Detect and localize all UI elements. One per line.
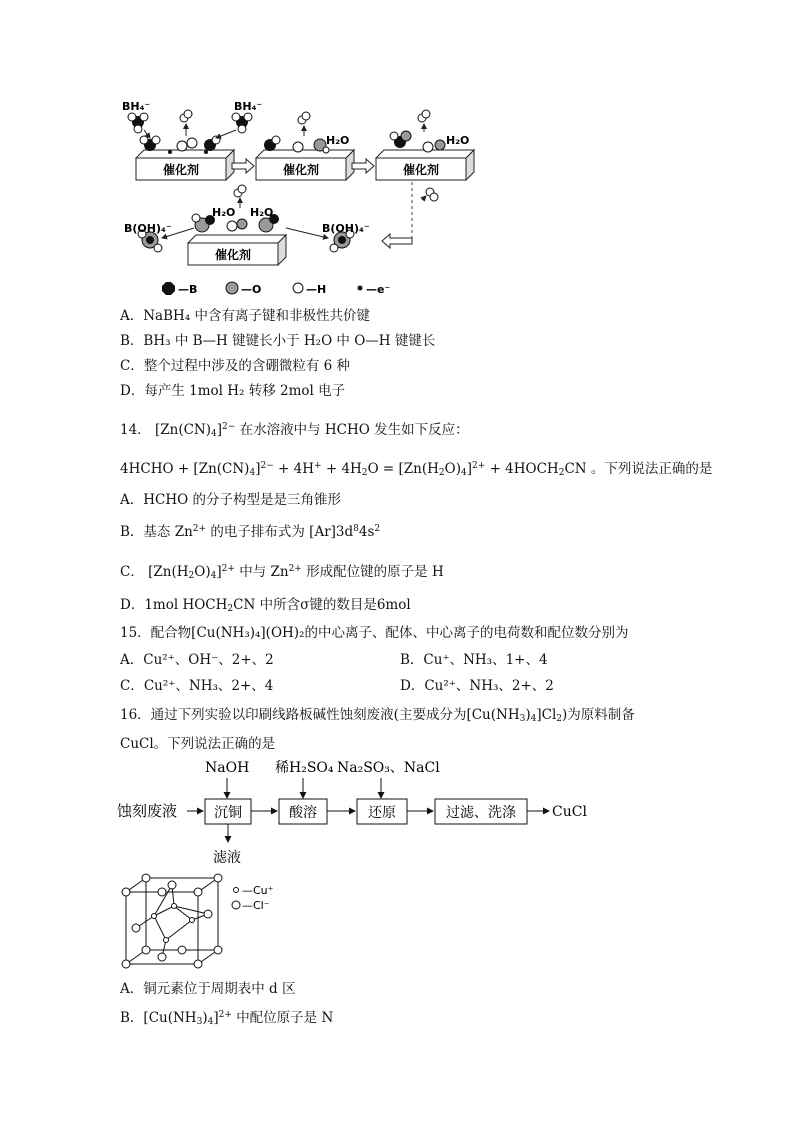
zn-cn4-formula: $[Zn(CN)_4]^{2-}$ <box>154 422 236 439</box>
svg-text:—H: —H <box>306 283 327 296</box>
catalyst-block-3 <box>376 150 474 180</box>
catalyst-label: 催化剂 <box>282 163 320 177</box>
h2o-label: H₂O <box>250 206 274 219</box>
q13-option-c: C．整个过程中涉及的含硼微粒有 6 种 <box>120 358 351 374</box>
q15-option-d: D．Cu²⁺、NH₃、2+、2 <box>400 678 554 694</box>
zn-ion-formula: $Zn^{2+}$ <box>270 564 302 580</box>
q16-stem-line2: CuCl。下列说法正确的是 <box>120 736 276 752</box>
q14-option-b: B．基态 $Zn^{2+}$ 的电子排布式为 $[Ar]3d^84s^2$ <box>120 524 381 540</box>
reaction-equation: 4HCHO + $[Zn(CN)_4]^{2-} + 4H^+ + 4H_2O = [Zn(H_2O)_4]^{2+}$ + $4HOCH_2CN$ <box>120 461 587 478</box>
h2o-label: H₂O <box>326 134 350 147</box>
bh4-left-label: BH₄⁻ <box>122 100 151 113</box>
catalysis-mechanism-figure <box>110 100 490 300</box>
q16-stem-line1: 16．通过下列实验以印刷线路板碱性蚀刻废液(主要成分为$[Cu(NH_3)_4]Cl_2$)为原料制备 <box>120 707 635 724</box>
flow-box-1-label: 沉铜 <box>214 805 242 821</box>
flow-start: 蚀刻废液 <box>117 802 178 820</box>
flow-box-3-label: 还原 <box>368 805 396 821</box>
zn-ion-formula: $Zn^{2+}$ <box>174 524 207 540</box>
q14-option-a: A．HCHO 的分子构型是是三角锥形 <box>120 492 341 508</box>
cu-nh34-cl2-formula: $[Cu(NH_3)_4]Cl_2$ <box>466 707 563 724</box>
catalyst-label: 催化剂 <box>162 163 200 177</box>
flow-product: CuCl <box>552 804 587 820</box>
cucl-unit-cell <box>118 872 318 972</box>
molecule-cluster <box>128 110 252 154</box>
boh4-right-label: B(OH)₄⁻ <box>322 222 370 235</box>
legend-cl: —Cl⁻ <box>242 899 270 912</box>
process-flow-diagram <box>115 758 595 870</box>
boh4-left-label: B(OH)₄⁻ <box>124 222 172 235</box>
q14-stem <box>120 418 469 443</box>
question-number: 14． <box>120 422 151 438</box>
h2o-label: H₂O <box>212 206 236 219</box>
process-arrow <box>382 234 412 248</box>
reagent-naoh: NaOH <box>205 760 250 776</box>
q16-option-b: B．$[Cu(NH_3)_4]^{2+}$ 中配位原子是 N <box>120 1010 334 1027</box>
q15-option-c: C．Cu²⁺、NH₃、2+、4 <box>120 678 274 694</box>
legend-cu: —Cu⁺ <box>242 884 274 897</box>
catalyst-block-2 <box>256 150 354 180</box>
h2o-label: H₂O <box>446 134 470 147</box>
svg-text:—e⁻: —e⁻ <box>366 283 391 296</box>
q15-stem: 15．配合物[Cu(NH₃)₄](OH)₂的中心离子、配体、中心离子的电荷数和配位数分别为 <box>120 625 629 641</box>
catalyst-label: 催化剂 <box>402 163 440 177</box>
q13-option-a: A．NaBH₄ 中含有离子键和非极性共价键 <box>120 308 371 324</box>
svg-text:—B: —B <box>178 283 198 296</box>
flow-box-2-label: 酸溶 <box>289 805 317 821</box>
flow-byproduct: 滤液 <box>213 850 241 866</box>
reagent-h2so4: 稀H₂SO₄ <box>275 760 334 776</box>
q14-equation <box>120 457 712 482</box>
flow-box-4-label: 过滤、洗涤 <box>446 805 516 821</box>
cu-nh34-formula: $[Cu(NH_3)_4]^{2+}$ <box>143 1010 232 1027</box>
electron-config: $[Ar]3d^84s^2$ <box>309 524 381 540</box>
reagent-na2so3-nacl: Na₂SO₃、NaCl <box>337 760 440 776</box>
zn-h2o4-formula: $[Zn(H_2O)_4]^{2+}$ <box>148 564 235 581</box>
q15-option-a: A．Cu²⁺、OH⁻、2+、2 <box>120 652 274 668</box>
q13-option-b: B．BH₃ 中 B—H 键键长小于 H₂O 中 O—H 键键长 <box>120 333 436 349</box>
q15-option-b: B．Cu⁺、NH₃、1+、4 <box>400 652 548 668</box>
q14-option-d: D．1mol $HOCH_2CN$ 中所含σ键的数目是6mol <box>120 597 411 614</box>
q14-question: 。下列说法正确的是 <box>590 461 713 477</box>
catalyst-block-1 <box>136 150 234 180</box>
catalyst-label: 催化剂 <box>214 248 252 262</box>
molecule-cluster <box>264 112 329 153</box>
svg-text:—O: —O <box>241 283 262 296</box>
q13-option-d: D．每产生 1mol H₂ 转移 2mol 电子 <box>120 383 346 399</box>
q14-option-c: C． $[Zn(H_2O)_4]^{2+}$ 中与 $Zn^{2+}$ 形成配位键的原子是 H <box>120 564 444 581</box>
q14-stem-text: 在水溶液中与 HCHO 发生如下反应： <box>239 422 469 438</box>
catalyst-block-4 <box>188 235 286 265</box>
bh4-right-label: BH₄⁻ <box>234 100 263 113</box>
figure-legend <box>162 282 390 296</box>
hoch2cn-formula: $HOCH_2CN$ <box>182 597 256 614</box>
molecule-cluster <box>390 110 445 152</box>
q16-option-a: A．铜元素位于周期表中 d 区 <box>120 981 296 997</box>
